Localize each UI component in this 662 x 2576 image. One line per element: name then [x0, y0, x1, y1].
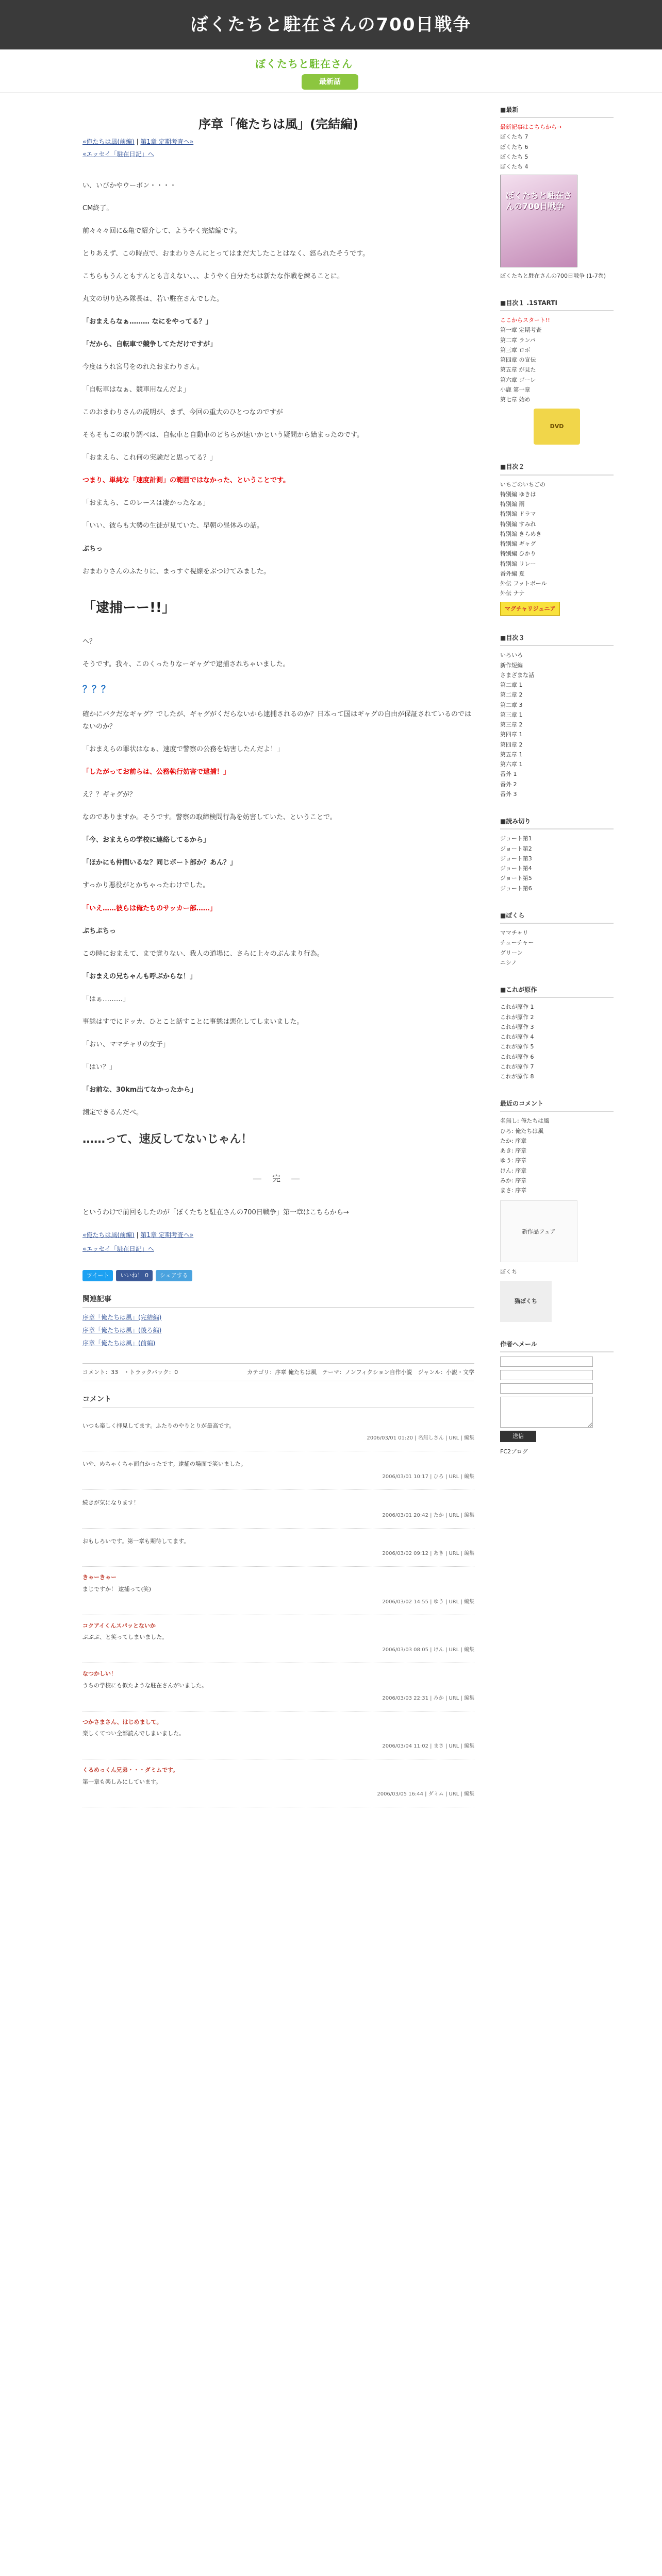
sidebar-item[interactable]: 第六章 ゴーレ: [500, 376, 536, 383]
subject-field[interactable]: [500, 1383, 593, 1394]
body-p: 「はぁ………」: [82, 995, 130, 1003]
comment-meta[interactable]: 2006/03/04 11:02 | まさ | URL | 編集: [382, 1743, 474, 1749]
quote: 「今、おまえらの学校に連絡してるから」: [82, 836, 210, 844]
body-p: 確かにバクだなギャグ？でしたが、ギャグがくだらないから逮捕されるのか？日本って国はギャグの自由が保証されているのではないのか？: [82, 710, 472, 731]
sidebar-item[interactable]: 特別編 ドラマ: [500, 511, 536, 518]
comment-meta[interactable]: 2006/03/03 08:05 | けん | URL | 編集: [382, 1647, 474, 1653]
sidebar-item[interactable]: ここからスタート!!: [500, 317, 550, 324]
comment-title: コクアイくんスパッとないか: [82, 1622, 156, 1629]
body-p: 前々々々回に&亀で紹介して、ようやく完結編です。: [82, 227, 241, 235]
body-p: CM終了。: [82, 204, 113, 212]
sidebar-item[interactable]: これが原作 3: [500, 1023, 534, 1030]
related-item[interactable]: [82, 1326, 474, 1335]
related-link[interactable]: 序章「俺たちは風」(完結編): [82, 1314, 162, 1321]
sidebar-heading: ■読み切り: [500, 817, 614, 829]
sidebar-item[interactable]: これが原作 8: [500, 1073, 534, 1080]
entry-nav-top: [82, 149, 474, 159]
body-p: ぶちっ: [82, 545, 103, 553]
sidebar-item[interactable]: ジョート第1: [500, 835, 532, 842]
body-p: 事態はすでにドッカ、ひとこと話すことに事態は悪化してしまいました。: [82, 1018, 304, 1026]
sidebar-item[interactable]: 新作短編: [500, 662, 523, 669]
body-p: 「いえ……彼らは俺たちのサッカー部……」: [82, 904, 217, 912]
body-p: 丸文の切り込み隊長は、若い駐在さんでした。: [82, 295, 224, 303]
sidebar-item[interactable]: 第三章 1: [500, 711, 523, 718]
body-p: この時におまえて、まで覚りない、我人の道場に、さらに上々のぶんまり行為。: [82, 950, 324, 958]
sidebar-item[interactable]: さまざまな話: [500, 671, 534, 679]
related-list: [82, 1313, 474, 1349]
sidebar-original: [500, 985, 614, 1081]
sidebar-item[interactable]: 特別編 きらめき: [500, 530, 542, 537]
sidebar-item[interactable]: 特別編 ゆきは: [500, 490, 536, 498]
book-cover-title: ぼくたちと駐在さんの700日戦争: [506, 191, 572, 212]
prev-entry-link[interactable]: «俺たちは風(前編): [82, 138, 135, 146]
sidebar-item[interactable]: ママチャリ: [500, 929, 528, 937]
sidebar-item[interactable]: 番外 1: [500, 771, 517, 778]
sidebar-item[interactable]: 第七章 始め: [500, 396, 531, 403]
sidebar-toc3: [500, 633, 614, 799]
sidebar-item[interactable]: 第二章 2: [500, 691, 523, 699]
sidebar-oneshots: [500, 817, 614, 893]
sidebar-item[interactable]: 第五章 が見た: [500, 366, 536, 374]
comment-body: おもしろいです。第一章も期待してます。: [82, 1537, 190, 1545]
body-p: 「おまえらの罪状はなぁ、速度で警察の公務を妨害したんだよ！」: [82, 745, 284, 754]
comment-title: なつかしい！: [82, 1670, 117, 1677]
body-p: 今度はうれ宮号をのれたおまわりさん。: [82, 363, 204, 371]
sidebar-latest: [500, 105, 614, 281]
essay-link[interactable]: «エッセイ「駐在日記」へ: [82, 1245, 154, 1252]
sidebar-item[interactable]: これが原作 6: [500, 1053, 534, 1060]
comments-heading: コメント: [82, 1394, 474, 1408]
body-p: このおまわりさんの説明が、まず、今回の重大のひとつなのですが: [82, 409, 283, 417]
sidebar-item[interactable]: グリーン: [500, 949, 523, 956]
sidebar-item[interactable]: 特別編 リレー: [500, 560, 536, 567]
comment-body: うちの学校にも似たような駐在さんがいました。: [82, 1682, 207, 1689]
body-p: い、いびかやウーボン・・・・: [82, 181, 177, 190]
sidebar-item[interactable]: 第三章 2: [500, 721, 523, 728]
like-button[interactable]: いいね！ 0: [116, 1270, 153, 1281]
entry-body: [82, 180, 474, 1255]
sidebar-item[interactable]: 番外 3: [500, 790, 517, 798]
sidebar-item[interactable]: ニシノ: [500, 959, 517, 966]
body-p: 測定できるんだべ。: [82, 1108, 143, 1116]
main-column: [82, 105, 474, 1807]
sidebar-item[interactable]: 名無し: 俺たちは風: [500, 1117, 550, 1125]
mail-form: [500, 1340, 614, 1456]
body-p: 「したがってお前らは、公務執行妨害で逮捕！」: [82, 768, 230, 776]
body-p: 「おまえら、これ何の実験だと思ってる？」: [82, 454, 217, 462]
sidebar-item[interactable]: 第四章 の宣伝: [500, 357, 536, 364]
comment: [82, 1529, 474, 1567]
yellow-banner-button[interactable]: マグチャリジュニア: [500, 602, 560, 616]
sidebar-item[interactable]: 特別編 ギャグ: [500, 540, 536, 548]
sidebar-toc2: [500, 462, 614, 616]
next-entry-link[interactable]: 第1章 定期考査へ»: [140, 1231, 194, 1239]
body-p: え？？ギャグが？: [82, 791, 137, 799]
sidebar-heading: ■これが原作: [500, 985, 614, 998]
tweet-button[interactable]: ツイート: [82, 1270, 113, 1281]
sidebar-item[interactable]: 外伝 フットボール: [500, 580, 547, 587]
comment-meta[interactable]: 2006/03/01 10:17 | ひろ | URL | 編集: [382, 1474, 474, 1480]
body-p: なのでありますか。そうです。警察の取締検問行為を妨害していた、ということで。: [82, 814, 337, 822]
comment: [82, 1490, 474, 1529]
question-marks: ？？？: [82, 684, 110, 695]
body-p: とりあえず、この時点で、おまわりさんにとってはまだ大したことはなく、怒られたそうです。: [82, 249, 370, 258]
entry-nav-bottom: «俺たちは風(前編) | 第1章 定期考査へ»: [82, 1231, 194, 1239]
sidebar-item[interactable]: 小鹿 第一章: [500, 386, 531, 393]
sidebar-item[interactable]: ぼくたち 6: [500, 143, 528, 150]
sidebar-item[interactable]: いちごのいちごの: [500, 481, 545, 488]
body-p: すっかり悪役がとかちゃったわけでした。: [82, 882, 210, 890]
next-entry-link[interactable]: 第1章 定期考査へ»: [140, 138, 194, 146]
submit-button[interactable]: 送信: [500, 1431, 536, 1442]
sidebar-item[interactable]: いろいろ: [500, 652, 523, 659]
sidebar-item[interactable]: 第三章 ロボ: [500, 346, 531, 353]
share-button[interactable]: シェアする: [156, 1270, 192, 1281]
sidebar-item[interactable]: 特別編 ひかり: [500, 550, 536, 557]
prev-entry-link[interactable]: «俺たちは風(前編): [82, 1231, 135, 1239]
comment-body: 楽しくてつい全部読んでしまいました。: [82, 1730, 185, 1737]
comment: [82, 1413, 474, 1452]
comment: [82, 1451, 474, 1490]
comment: [82, 1711, 474, 1759]
meta-right[interactable]: カテゴリ：序章 俺たちは風 テーマ：ノンフィクション自作小説 ジャンル：小説・文学: [246, 1368, 474, 1376]
body-p: 「おまえらなぁ……… なにをやってる？」: [82, 318, 212, 326]
sidebar-item[interactable]: これが原作 5: [500, 1043, 534, 1050]
sidebar-item[interactable]: 外伝 ナナ: [500, 590, 525, 597]
message-field[interactable]: [500, 1397, 593, 1428]
sidebar-item[interactable]: これが原作 4: [500, 1033, 534, 1040]
comment-title: くるめっくん兄弟・・・ダミムです。: [82, 1766, 179, 1773]
related-item[interactable]: [82, 1338, 474, 1348]
email-field[interactable]: [500, 1370, 593, 1380]
body-p: つまり、単純な「速度計測」の範囲ではなかった、ということです。: [82, 477, 290, 485]
entry-meta-bar: [82, 1363, 474, 1382]
sidebar-recent-comments: [500, 1099, 614, 1322]
book-caption[interactable]: ぼくたちと駐在さんの700日戦争 (1-7巻): [500, 273, 606, 280]
sidebar-item[interactable]: 特別編 すみれ: [500, 520, 536, 528]
meta-left[interactable]: コメント：33 ・トラックバック：0: [82, 1368, 178, 1376]
sidebar-toc1: [500, 298, 614, 445]
latest-button[interactable]: 最新話: [302, 74, 358, 90]
sidebar-item[interactable]: 第六章 1: [500, 761, 523, 768]
sidebar-item[interactable]: チューチャー: [500, 939, 534, 946]
quote: 「ほかにも仲間いるな？同じボート部か？あん？」: [82, 859, 237, 867]
sidebar-item[interactable]: これが原作 2: [500, 1013, 534, 1021]
footer-badge[interactable]: FC2ブログ: [500, 1448, 528, 1455]
sidebar-item[interactable]: ぼくたち 7: [500, 133, 528, 141]
sidebar-heading: ■目次２: [500, 462, 614, 475]
body-p: 「おまえの兄ちゃんも呼ぶからな！」: [82, 972, 197, 980]
body-p: へ？: [82, 637, 96, 646]
comment: [82, 1663, 474, 1711]
sidebar-item[interactable]: みか: 序章: [500, 1177, 527, 1184]
comment: [82, 1759, 474, 1807]
sidebar-item[interactable]: 第四章 1: [500, 731, 523, 738]
sidebar-item[interactable]: ジョート第5: [500, 875, 532, 882]
comment-body: いや、めちゃくちゃ面白かったです。逮捕の場面で笑いました。: [82, 1461, 246, 1468]
cat-label: ぼくち: [500, 1268, 517, 1276]
entry-nav-bottom-top: [82, 1243, 474, 1255]
body-p: おまわりさんのふたりに、まっすぐ視線をぶつけてみました。: [82, 567, 271, 575]
after-end: というわけで前回もしたのが「ぼくたちと駐在さんの700日戦争」第一章はこちらから→: [82, 1209, 349, 1217]
comment-title: きゃーきゃー: [82, 1574, 117, 1581]
name-field[interactable]: [500, 1357, 593, 1367]
comment: [82, 1615, 474, 1663]
sidebar-item[interactable]: ジョート第2: [500, 845, 532, 852]
essay-link[interactable]: «エッセイ「駐在日記」へ: [82, 150, 154, 158]
related-link[interactable]: 序章「俺たちは風」(後ろ編): [82, 1327, 162, 1334]
page-layout: [0, 93, 662, 2576]
book-cover-image[interactable]: [500, 175, 577, 267]
sidebar-item[interactable]: ぼくたち 5: [500, 153, 528, 160]
sidebar-heading: ■目次１ .1STARTⅠ: [500, 298, 614, 311]
sidebar-item[interactable]: 第一章 定期考査: [500, 327, 542, 334]
arrest-heading: 「逮捕ーー!!」: [82, 600, 175, 616]
sidebar-item[interactable]: 第五章 1: [500, 751, 523, 758]
sidebar-item[interactable]: ジョート第6: [500, 885, 532, 892]
sidebar-item[interactable]: ゆう: 序章: [500, 1157, 527, 1164]
sidebar-item[interactable]: ジョート第3: [500, 855, 532, 862]
sidebar-item[interactable]: 第四章 2: [500, 741, 523, 748]
body-p: 「おまえら、このレースは凄かったなぁ」: [82, 499, 210, 507]
dvd-banner[interactable]: DVD: [534, 409, 580, 445]
comment-body: 第一章も楽しみにしています。: [82, 1778, 162, 1785]
body-p: そもそもこの取り調べは、自転車と自動車のどちらが速いかという疑問から始まったのです。: [82, 431, 363, 439]
sidebar-item[interactable]: ひろ: 俺たちは風: [500, 1127, 544, 1134]
subnav: [0, 49, 662, 93]
related-item[interactable]: [82, 1313, 474, 1323]
sidebar-heading: ■目次３: [500, 633, 614, 646]
body-p: 「おい、ママチャリの女子」: [82, 1040, 170, 1048]
sidebar-item[interactable]: 第二章 1: [500, 682, 523, 689]
sidebar-item[interactable]: これが原作 1: [500, 1004, 534, 1011]
social-buttons: [82, 1270, 474, 1281]
sidebar-item[interactable]: けん: 序章: [500, 1167, 527, 1174]
comment-meta[interactable]: 2006/03/02 09:12 | あき | URL | 編集: [382, 1551, 474, 1557]
sidebar-heading: ■ぼくら: [500, 911, 614, 924]
related-heading: 関連記事: [82, 1294, 474, 1308]
comment-meta[interactable]: 2006/03/02 14:55 | ゆう | URL | 編集: [382, 1599, 474, 1605]
end-mark: ― 完 ―: [253, 1173, 304, 1183]
ad-banner[interactable]: 新作品フェア: [500, 1200, 577, 1262]
sidebar-item[interactable]: これが原作 7: [500, 1063, 534, 1070]
sidebar-heading: 作者へメール: [500, 1340, 614, 1352]
sidebar-item[interactable]: 第二章 ランパ: [500, 336, 536, 344]
sidebar-heading: ■最新: [500, 105, 614, 118]
entry-nav: «俺たちは風(前編) | 第1章 定期考査へ»: [82, 138, 194, 146]
comment-body: いつも楽しく拝見してます。ふたりのやりとりが最高です。: [82, 1422, 235, 1429]
comment-meta[interactable]: 2006/03/01 20:42 | たか | URL | 編集: [382, 1512, 474, 1518]
small-logo[interactable]: ぼくたちと駐在さん: [255, 58, 353, 70]
sidebar-item[interactable]: 第二章 3: [500, 701, 523, 708]
sidebar-item[interactable]: たか: 序章: [500, 1137, 527, 1144]
sidebar-item[interactable]: 特別編 雨: [500, 501, 525, 508]
comment-meta[interactable]: 2006/03/05 16:44 | ダミム | URL | 編集: [377, 1791, 474, 1798]
related-link[interactable]: 序章「俺たちは風」(前編): [82, 1340, 156, 1347]
sidebar-item[interactable]: まさ: 序章: [500, 1187, 527, 1194]
comment: [82, 1567, 474, 1615]
comment-body: ぷぷぷ、と笑ってしまいました。: [82, 1634, 168, 1641]
sidebar-item[interactable]: ぼくたち 4: [500, 163, 528, 171]
sidebar-item[interactable]: ジョート第4: [500, 865, 532, 872]
sidebar-item[interactable]: 番外 2: [500, 781, 517, 788]
entry-title: 序章「俺たちは風」(完結編): [198, 117, 358, 131]
sidebar: [500, 105, 614, 1474]
final-line: ……って、速反してないじゃん！: [82, 1132, 253, 1146]
body-p: ぷちぷちっ: [82, 927, 117, 935]
body-p: そうです。我々、このくったりなーギャグで逮捕されちゃいました。: [82, 660, 290, 668]
body-p: 「だから、自転車で競争してただけですが」: [82, 341, 217, 349]
sidebar-characters: [500, 911, 614, 968]
comment-title: つかさまさん、はじめまして。: [82, 1718, 162, 1725]
sidebar-item[interactable]: あき: 序章: [500, 1147, 527, 1155]
comment-body: まじですか！ 逮捕って(笑): [82, 1586, 152, 1593]
sidebar-heading: 最近のコメント: [500, 1099, 614, 1112]
comment-body: 続きが気になります！: [82, 1499, 139, 1506]
body-p: 「お前な、30km出てなかったから」: [82, 1086, 197, 1094]
body-p: 「はい？」: [82, 1063, 117, 1071]
site-header: [0, 0, 662, 49]
body-p: 「自転車はなぁ、競車用なんだよ」: [82, 386, 190, 394]
body-p: こちらもうんともすんとも言えない、、、ようやく自分たちは新たな作戦を練ることに。: [82, 272, 344, 280]
sidebar-item[interactable]: 最新記事はこちらから→: [500, 124, 562, 131]
body-p: 「いい、彼らも大勢の生徒が見ていた、早朝の昼休みの話。: [82, 522, 264, 530]
cat-image[interactable]: 猫ぼくち: [500, 1281, 552, 1322]
sidebar-item[interactable]: 番外編 夏: [500, 570, 525, 577]
comment-meta[interactable]: 2006/03/03 22:31 | みか | URL | 編集: [382, 1695, 474, 1701]
comment-meta[interactable]: 2006/03/01 01:20 | 名無しさん | URL | 編集: [367, 1435, 474, 1442]
site-title[interactable]: ぼくたちと駐在さんの700日戦争: [190, 14, 472, 35]
